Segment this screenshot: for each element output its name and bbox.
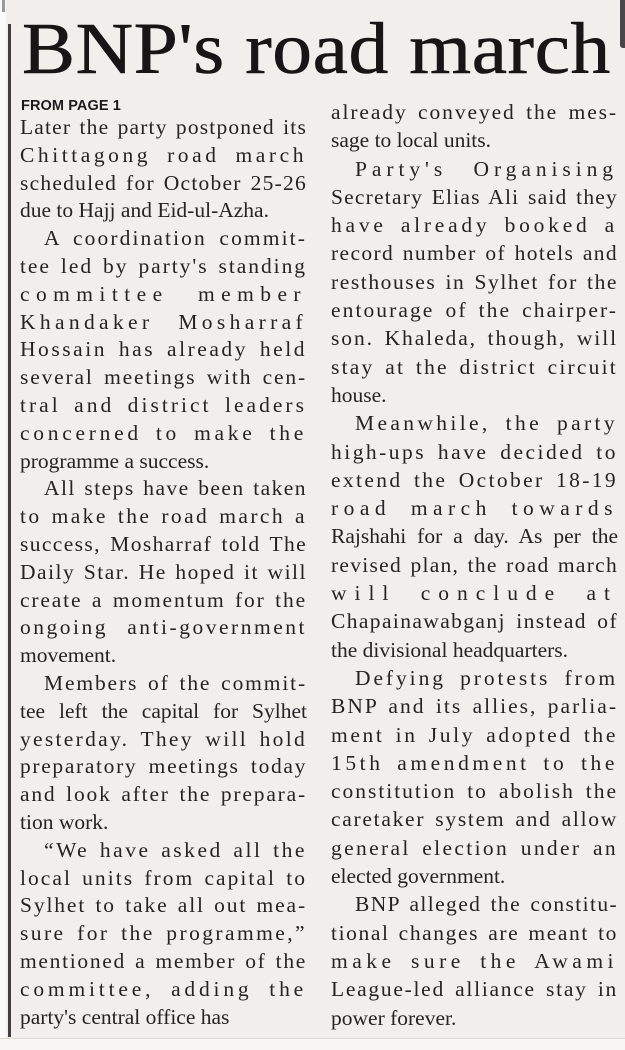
body-line: Khandaker Mosharraf [20,309,307,334]
body-line: ment in July adopted the [331,722,618,747]
body-line: son. Khaleda, though, will [331,326,618,351]
body-line: Hossain has already held [20,337,307,362]
body-line: League-led alliance stay in [331,977,618,1002]
body-line: revised plan, the road march [331,552,618,577]
body-line: “We have asked all the [44,837,307,862]
body-line: power forever. [331,1005,457,1030]
body-line: 15th amendment to the [331,750,618,775]
body-line: success, Mosharraf told The [20,531,307,556]
body-line: general election under an [331,835,618,860]
body-line: Secretary Elias Ali said they [331,184,618,209]
body-line: ongoing anti-government [20,615,307,640]
body-line: tional changes are meant to [331,920,618,945]
body-line: record number of hotels and [331,241,618,266]
body-line: Rajshahi for a day. As per the [331,524,618,549]
scan-left-margin [0,0,6,1050]
body-line: already conveyed the mes- [331,100,618,124]
body-line: several meetings with cen- [20,365,307,390]
body-line: committee, adding the [20,976,307,1001]
body-line: All steps have been taken [44,476,307,501]
body-line: Members of the commit- [44,670,307,695]
body-line: scheduled for October 25-26 [20,170,307,195]
body-column-left [20,114,307,1031]
body-line: Defying protests from [355,665,618,690]
body-line: and look after the prepara- [20,782,307,807]
body-line: party's central office has [20,1004,230,1029]
body-line: Later the party postponed its [20,115,307,139]
body-line: make sure the Awami [331,948,618,973]
body-line: constitution to abolish the [331,779,618,804]
body-line: mentioned a member of the [20,948,307,973]
body-line: to make the road march a [20,504,307,529]
body-line: resthouses in Sylhet for the [331,269,618,294]
body-line: will conclude at [331,581,618,606]
body-line: BNP and its allies, parlia- [331,694,618,719]
body-line: sage to local units. [331,128,492,153]
body-line: committee member [20,281,307,306]
body-line: have already booked a [331,213,618,238]
body-line: Sylhet to take all out mea- [20,893,307,918]
scan-bottom-edge [0,1038,625,1050]
body-line: Meanwhile, the party [355,411,618,436]
body-line: yesterday. They will hold [20,726,307,751]
body-line: Daily Star. He hoped it will [20,559,307,584]
body-line: BNP alleged the constitu- [355,892,618,917]
body-line: due to Hajj and Eid-ul-Azha. [20,198,269,223]
body-line: tee led by party's standing [20,253,307,278]
body-line: extend the October 18-19 [331,467,618,492]
body-line: Chittagong road march [20,142,307,167]
body-line: the divisional headquarters. [331,637,569,662]
body-line: local units from capital to [20,865,307,890]
body-line: tee left the capital for Sylhet [20,698,307,723]
headline: BNP's road march [22,8,611,89]
body-line: sure for the programme,” [20,921,307,946]
scan-artifact-mark [2,0,5,12]
body-line: programme a success. [20,448,210,473]
body-line: A coordination commit- [44,226,307,251]
from-page-kicker: FROM PAGE 1 [21,98,121,114]
body-line: Chapainawabganj instead of [331,609,618,634]
body-line: Party's Organising [355,156,618,181]
body-line: tral and district leaders [20,392,307,417]
body-column-right [331,98,618,1032]
body-line: stay at the district circuit [331,354,618,379]
body-line: high-ups have decided to [331,439,618,464]
body-line: preparatory meetings today [20,754,307,779]
body-line: road march towards [331,496,618,521]
body-line: caretaker system and allow [331,807,618,832]
body-line: elected government. [331,864,506,889]
body-line: movement. [20,643,117,668]
body-line: entourage of the chairper- [331,298,618,323]
body-line: tion work. [20,809,109,834]
body-line: concerned to make the [20,420,307,445]
left-column-rule [8,24,11,1037]
body-line: house. [331,382,387,407]
scan-artifact-top-right [620,0,625,48]
body-line: create a momentum for the [20,587,307,612]
